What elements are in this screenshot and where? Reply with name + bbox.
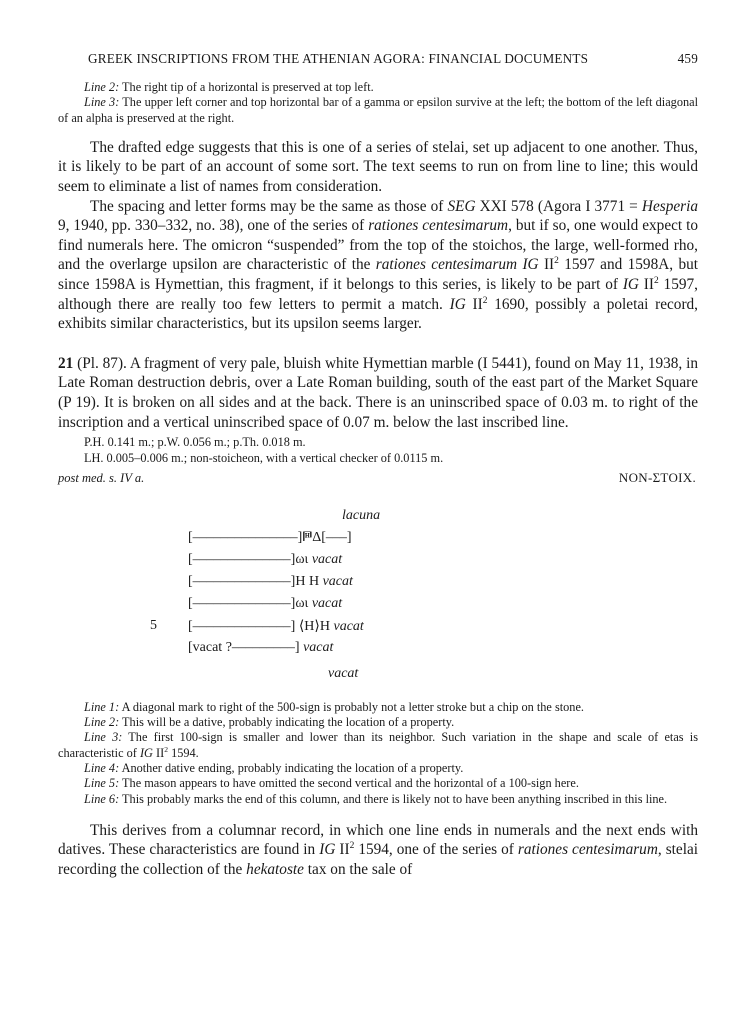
line-note: Line 1: A diagonal mark to right of the 500-sign is probably not a letter stroke but a chip on the stone. [84,699,584,714]
inscription-text [58,508,698,688]
measurement-line: P.H. 0.141 m.; p.W. 0.056 m.; p.Th. 0.018 m. [84,435,306,450]
lacuna-label: lacuna [342,507,381,523]
entry-21 [58,354,698,432]
inscription-line: [––––––––––––––] ⟨Η⟩Η vacat [188,618,364,634]
paragraph-2: The spacing and letter forms may be the same as those of SEG XXI 578 (Agora I 3771 = Hesperia 9, 1940, pp. 330–332, no. 38), one of the series of rationes centesimarum, but if so, one would expect to find numerals here. The omicron “suspended” from the top of the stoichos, the large, well-formed rho, and the overlarge upsilon are characteristic of the rationes centesimarum IG $II^2$ 1597 and 1598A, but since 1598A is Hymettian, this fragment, if it belongs to this series, is likely to be part of IG $II^2$ 1597, although there are really too few letters to permit a match. IG $II^2$ 1690, possibly a poletai record, exhibits similar characteristics, but its upsilon seems larger. [58,197,699,333]
inscription-line: [––––––––––––––]ωι vacat [188,551,343,567]
inscription-line: [vacat ?–––––––––] vacat [188,639,334,655]
top-note: Line 3: The upper left corner and top horizontal bar of a gamma or epsilon survive at the left; the bottom of the left diagonal of an alpha is preserved at the right. [58,95,698,125]
inscription-line: [––––––––––––––]ωι vacat [188,595,343,611]
top-notes [58,80,698,126]
line-note: Line 6: This probably marks the end of this column, and there is likely not to have been anything inscribed in this line. [84,791,668,806]
page-number: 459 [677,51,698,66]
running-head [88,50,698,68]
line-note: Line 5: The mason appears to have omitted the second vertical and the horizontal of a 100-sign here. [84,776,579,791]
dating-line [58,470,698,486]
body-text [58,138,698,334]
line-number: 5 [150,617,157,633]
date: post med. s. IV a. [58,470,145,485]
measurements [58,435,698,466]
inscription-line: [–––––––––––––––]𐅅Δ[–––] [188,529,352,545]
paragraph-1: The drafted edge suggests that this is one of a series of stelai, set up adjacent to one another. Thus, it is likely to be part of an account of some sort. The text seems to run on from line to line; this would seem to eliminate a list of names from consideration. [58,138,698,196]
measurement-line: LH. 0.005–0.006 m.; non-stoicheon, with a vertical checker of 0.0115 m. [84,450,444,465]
line-note: Line 2: This will be a dative, probably indicating the location of a property. [84,715,455,730]
page [58,50,698,880]
top-note: Line 2: The right tip of a horizontal is preserved at top left. [84,80,374,94]
line-note: Line 3: The first 100-sign is smaller and lower than its neighbor. Such variation in the shape and scale of etas is characteristic of IG $II^2$ 1594. [58,730,698,760]
line-note: Line 4: Another dative ending, probably indicating the location of a property. [84,760,464,775]
running-head-title: GREEK INSCRIPTIONS FROM THE ATHENIAN AGORA: FINANCIAL DOCUMENTS [88,51,589,66]
final-text [58,821,698,880]
line-notes [58,700,698,807]
stoichedon-label: NON-ΣΤΟΙΧ. [618,469,696,485]
final-vacat: vacat [328,665,359,681]
entry-description: 21 (Pl. 87). A fragment of very pale, bluish white Hymettian marble (I 5441), found on May 11, 1938, in Late Roman destruction debris, over a Late Roman building, south of the east part of the Market Square (P 19). It is broken on all sides and at the back. There is an uninscribed space of 0.03 m. to right of the inscription and a vertical uninscribed space of 0.07 m. below the last inscribed line. [58,354,698,431]
inscription-line: [––––––––––––––]Η Η vacat [188,573,353,589]
entry-number: 21 [58,354,74,372]
final-paragraph: This derives from a columnar record, in which one line ends in numerals and the next ends with datives. These characteristics are found in IG $II^2$ 1594, one of the series of rationes centesimarum, stelai recording the collection of the hekatoste tax on the sale of [58,821,698,879]
